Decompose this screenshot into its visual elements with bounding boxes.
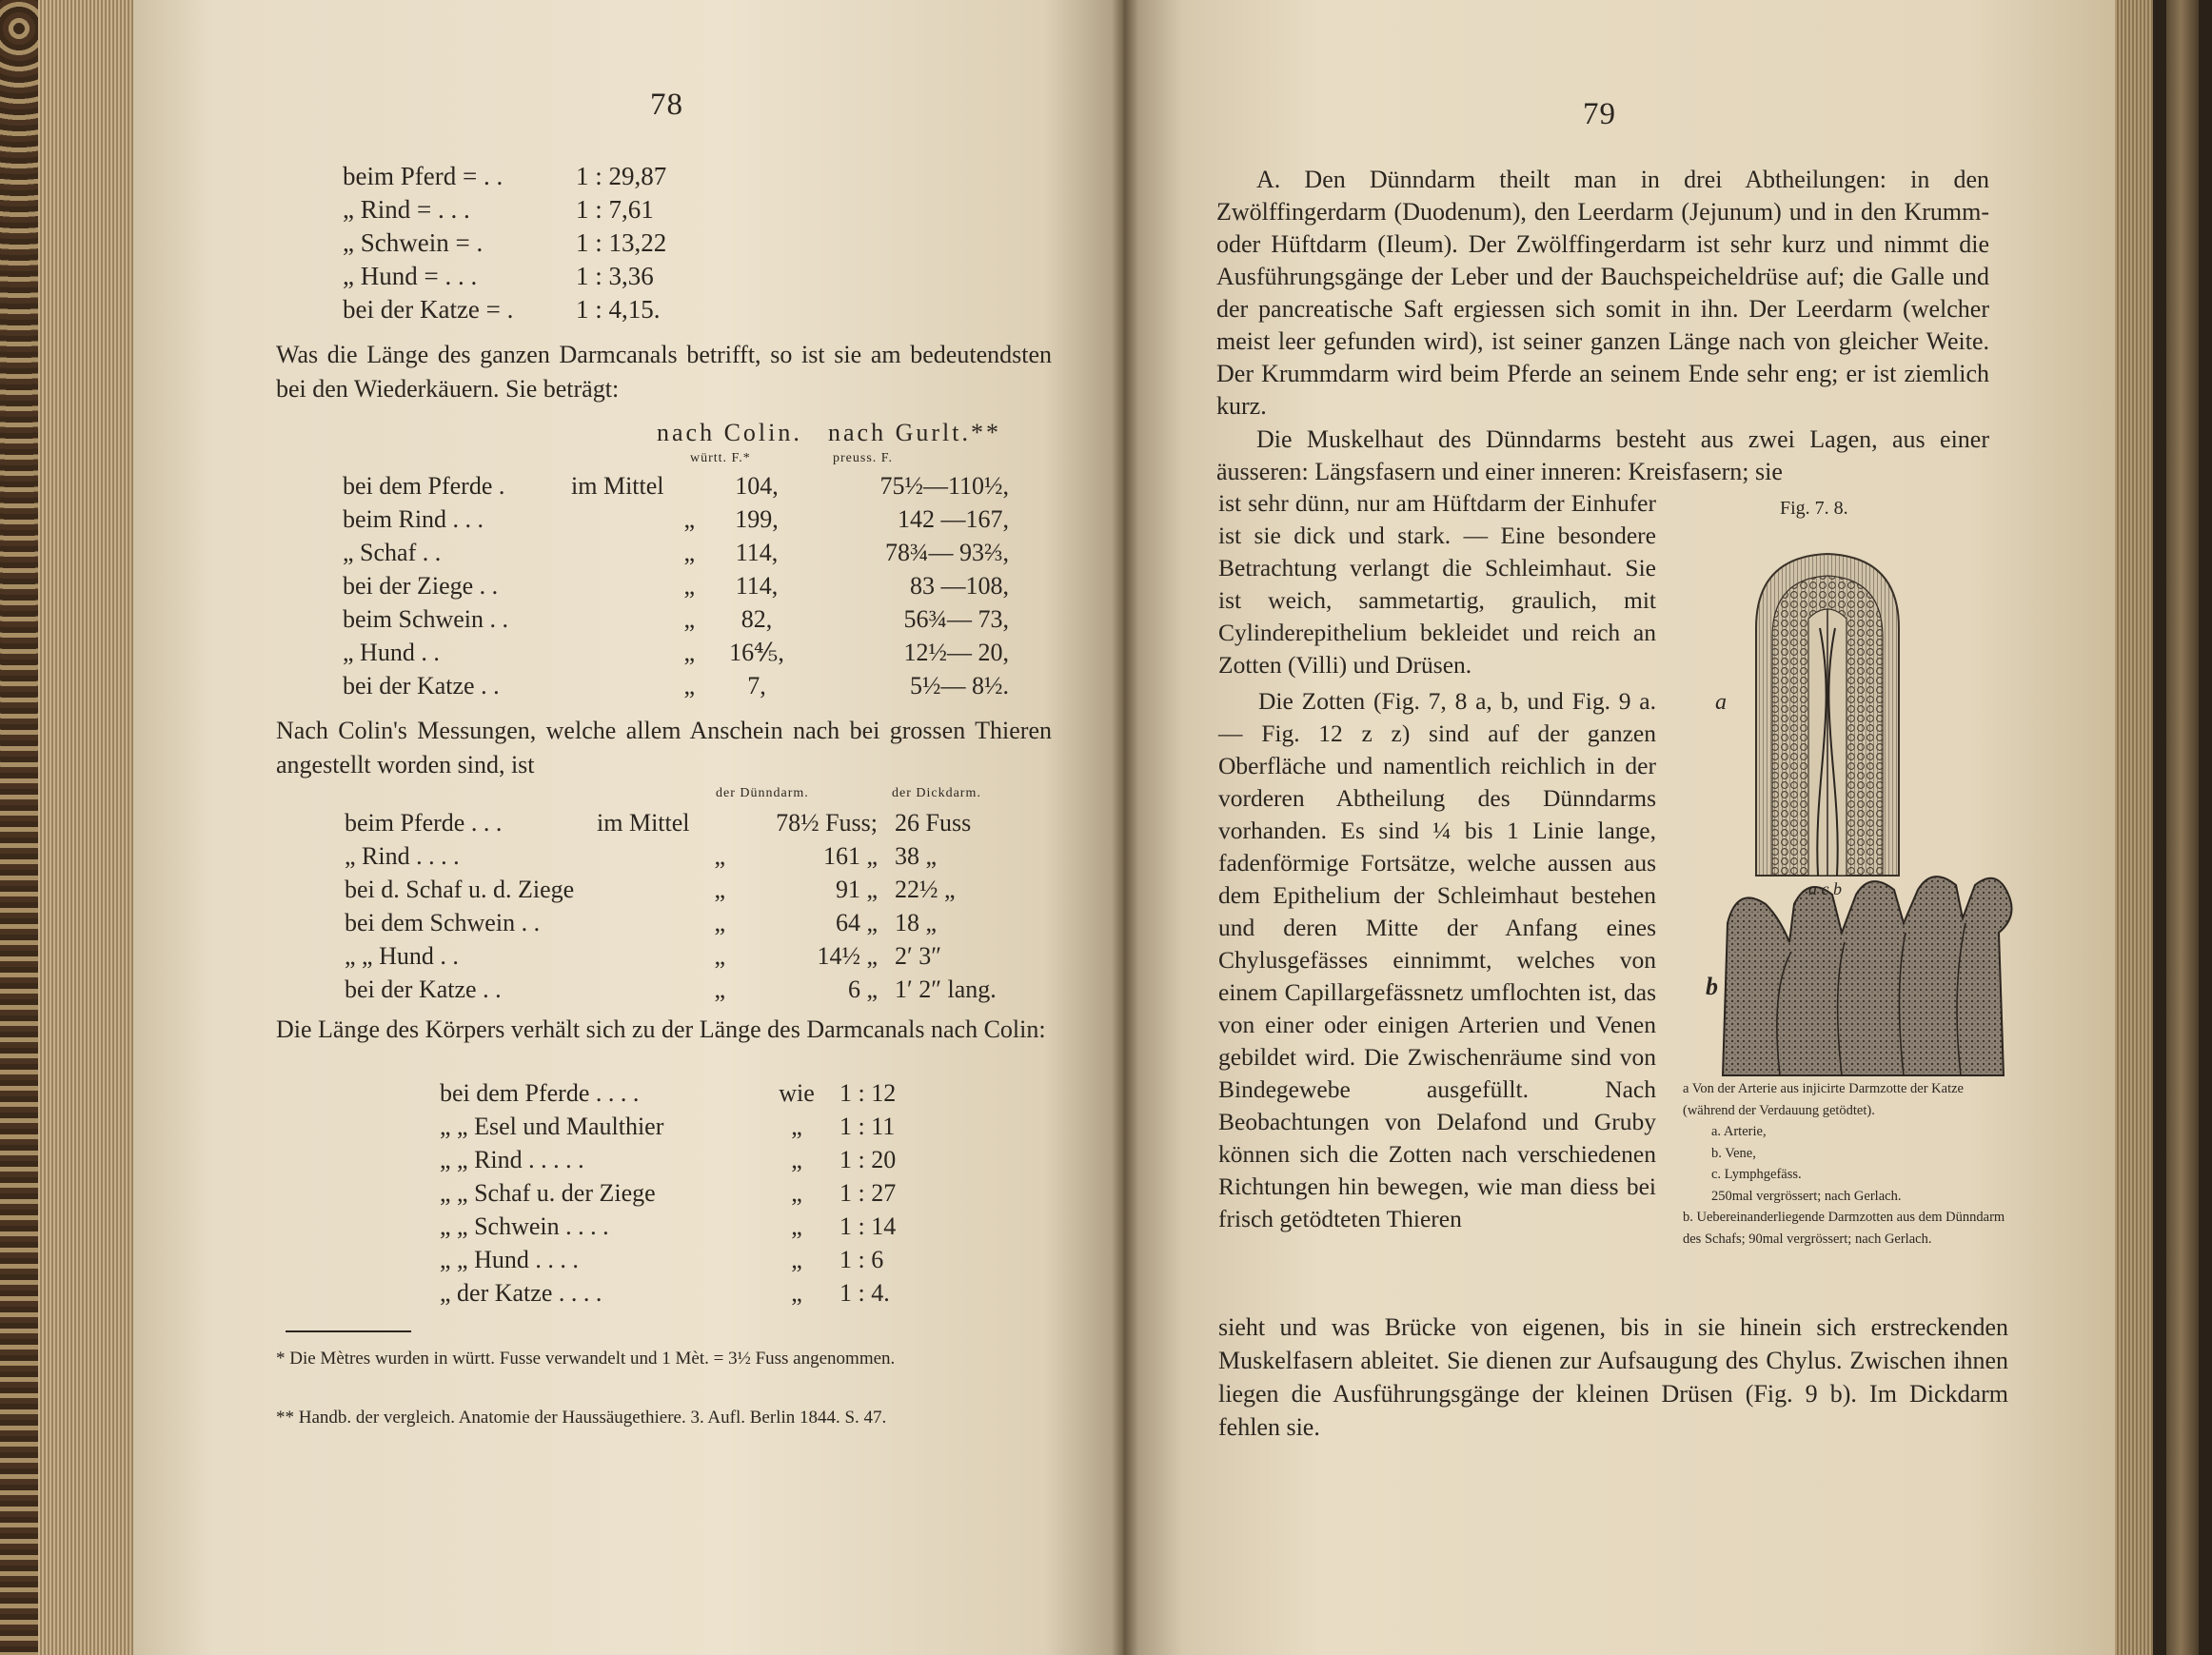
cell-mittel: „ xyxy=(683,572,695,600)
table-row xyxy=(343,472,1018,505)
paragraph-duenndarm: A. Den Dünndarm theilt man in drei Abtheilungen: in den Zwölffingerdarm (Duodenum), den Leerdarm (Jejunum) und in den Krumm- oder Hüftdarm (Ileum). Der Zwölffingerdarm ist sehr kurz und nimmt die Ausführungsgänge der Leber und der Bauchspeicheldrüse auf; die Galle und der pancreatische Saft ergiessen sich somit in ihn. Der Leerdarm (welcher meist leer gefunden wird), ist seiner ganzen Länge nach von gleicher Weite. Der Krummdarm wird beim Pferde an seinem Ende sehr eng; er ist ziemlich kurz. xyxy=(1216,166,1989,420)
cell-animal: „ „ Esel und Maulthier xyxy=(440,1113,664,1140)
colin-table xyxy=(345,786,1039,1009)
length-table xyxy=(343,419,1018,705)
table-row xyxy=(345,809,1039,842)
villus-figure-a xyxy=(1756,554,1899,876)
cell-sep: „ xyxy=(791,1279,802,1307)
table-row xyxy=(345,942,1039,975)
cell-animal: „ Schaf . . xyxy=(343,539,442,566)
cell-mittel: „ xyxy=(714,876,725,903)
cell-animal: beim Rind . . . xyxy=(343,505,484,533)
paragraph-length: Was die Länge des ganzen Darmcanals betrifft, so ist sie am bedeutendsten bei den Wiederkäuern. Sie beträgt: xyxy=(276,341,1052,403)
cell-duenn: 6 „ xyxy=(847,975,878,1003)
cell-animal: bei dem Pferde . . . . xyxy=(440,1079,640,1107)
cell-mittel: „ xyxy=(714,942,725,970)
cell-animal: „ „ Schwein . . . . xyxy=(440,1212,609,1240)
paragraph-body-length: Die Länge des Körpers verhält sich zu der Länge des Darmcanals nach Colin: xyxy=(276,1015,1046,1043)
cell-gurlt: 56¾— 73, xyxy=(903,605,1009,633)
cell-ratio: 1 : 14 xyxy=(839,1212,897,1240)
cell-ratio: 1 : 6 xyxy=(839,1246,884,1273)
cell-animal: bei dem Pferde . xyxy=(343,472,505,500)
cell-mittel: im Mittel xyxy=(597,809,690,837)
table-row xyxy=(345,842,1039,876)
col-head-dickdarm: der Dickdarm. xyxy=(892,786,981,800)
cell-mittel: „ xyxy=(683,505,695,533)
footnote-1: * Die Mètres wurden in württ. Fusse verwandelt und 1 Mèt. = 3½ Fuss angenommen. xyxy=(276,1349,896,1369)
cell-mittel: „ xyxy=(683,672,695,699)
ratio-value: 1 : 3,36 xyxy=(576,262,654,290)
table-row xyxy=(345,975,1039,1009)
cell-colin: 82, xyxy=(741,605,773,633)
cell-mittel: „ xyxy=(714,909,725,936)
cell-dick: 26 Fuss xyxy=(895,809,972,837)
column-text xyxy=(1218,487,1656,1235)
cell-animal: „ Hund . . xyxy=(343,639,440,666)
cell-duenn: 91 „ xyxy=(835,876,878,903)
cell-animal: „ „ Hund . . . . xyxy=(440,1246,579,1273)
table-header xyxy=(343,419,1018,451)
figure-label-acb: a c b xyxy=(1808,879,1842,898)
cell-colin: 114, xyxy=(735,572,779,600)
table-row xyxy=(345,909,1039,942)
cell-ratio: 1 : 4. xyxy=(839,1279,890,1307)
villi-illustration xyxy=(1706,542,2018,1075)
caption-line: b. Uebereinanderliegende Darmzotten aus dem Dünndarm des Schafs; 90mal vergrössert; nach Gerlach. xyxy=(1683,1210,2005,1247)
ratio-label: „ Rind = . . . xyxy=(343,195,470,224)
table-row xyxy=(440,1179,925,1212)
footnote-2: ** Handb. der vergleich. Anatomie der Haussäugethiere. 3. Aufl. Berlin 1844. S. 47. xyxy=(276,1408,887,1428)
cell-dick: 1′ 2″ lang. xyxy=(895,975,997,1003)
ratio-row xyxy=(343,293,700,326)
table-row xyxy=(343,605,1018,639)
table-row xyxy=(440,1212,925,1246)
table-row xyxy=(343,539,1018,572)
cell-colin: 104, xyxy=(735,472,779,500)
table-row xyxy=(343,672,1018,705)
figure-caption xyxy=(1683,1078,2011,1250)
page-edges-right xyxy=(2115,0,2153,1655)
cell-animal: bei der Katze . . xyxy=(345,975,502,1003)
cell-ratio: 1 : 27 xyxy=(839,1179,897,1207)
ratio-label: beim Pferd = . . xyxy=(343,162,504,190)
body-length-table xyxy=(440,1079,925,1312)
cell-colin: 7, xyxy=(747,672,766,699)
ratio-row xyxy=(343,160,700,193)
cell-animal: „ „ Rind . . . . . xyxy=(440,1146,584,1173)
cell-animal: bei d. Schaf u. d. Ziege xyxy=(345,876,575,903)
cell-colin: 16⅘, xyxy=(729,639,784,666)
cell-ratio: 1 : 20 xyxy=(839,1146,897,1173)
cell-animal: „ Rind . . . . xyxy=(345,842,460,870)
cell-animal: beim Schwein . . xyxy=(343,605,509,633)
footnote-rule xyxy=(286,1330,411,1332)
table-subheader xyxy=(343,451,1018,472)
table-row xyxy=(440,1113,925,1146)
figure-label-a: a xyxy=(1715,690,1727,715)
ratio-list xyxy=(343,160,700,326)
cell-animal: „ „ Hund . . xyxy=(345,942,459,970)
cell-gurlt: 78¾— 93⅔, xyxy=(885,539,1009,566)
cell-sep: „ xyxy=(791,1212,802,1240)
figure-label-b: b xyxy=(1706,973,1718,1000)
table-row xyxy=(440,1146,925,1179)
table-row xyxy=(440,1279,925,1312)
ratio-value: 1 : 7,61 xyxy=(576,195,654,224)
caption-line: b. Vene, xyxy=(1711,1145,1756,1161)
table-row xyxy=(343,572,1018,605)
cell-sep: „ xyxy=(791,1246,802,1273)
caption-line: a. Arterie, xyxy=(1711,1124,1767,1139)
paragraph-colin: Nach Colin's Messungen, welche allem Anschein nach bei grossen Thieren angestellt worden sind, ist xyxy=(276,717,1052,778)
cell-animal: bei dem Schwein . . xyxy=(345,909,541,936)
cell-gurlt: 5½— 8½. xyxy=(910,672,1009,699)
ratio-value: 1 : 4,15. xyxy=(576,295,661,324)
cell-sep: „ xyxy=(791,1179,802,1207)
cell-dick: 38 „ xyxy=(895,842,938,870)
cell-mittel: „ xyxy=(714,842,725,870)
paragraph-schleimhaut: ist sehr dünn, nur am Hüftdarm der Einhufer ist sie dick und stark. — Eine besondere Betrachtung verlangt die Schleimhaut. Sie ist weich, sammetartig, graulich, mit Cylinderepithelium bekleidet und reich an Zotten (Villi) und Drüsen. xyxy=(1218,489,1656,679)
paragraph-zotten-continued: sieht und was Brücke von eigenen, bis in sie hinein sich erstreckenden Muskelfasern ableitet. Sie dienen zur Aufsaugung des Chylus. Zwischen ihnen liegen die Ausführungsgänge der kleinen Drüsen (Fig. 9 b). Im Dickdarm fehlen sie. xyxy=(1218,1313,2008,1441)
cell-dick: 2′ 3″ xyxy=(895,942,942,970)
cell-mittel: „ xyxy=(714,975,725,1003)
table-row xyxy=(440,1246,925,1279)
cell-sep: „ xyxy=(791,1146,802,1173)
figure-title: Fig. 7. 8. xyxy=(1780,498,1848,519)
caption-line: c. Lymphgefäss. xyxy=(1711,1167,1802,1182)
ratio-value: 1 : 29,87 xyxy=(576,162,667,190)
cell-ratio: 1 : 11 xyxy=(839,1113,896,1140)
table-row xyxy=(345,876,1039,909)
ratio-label: „ Hund = . . . xyxy=(343,262,478,290)
cell-gurlt: 12½— 20, xyxy=(903,639,1009,666)
cell-sep: „ xyxy=(791,1113,802,1140)
ratio-row xyxy=(343,227,700,260)
ratio-row xyxy=(343,193,700,227)
cell-animal: bei der Katze . . xyxy=(343,672,500,699)
ratio-value: 1 : 13,22 xyxy=(576,228,667,257)
cell-duenn: 64 „ xyxy=(835,909,878,936)
cell-animal: bei der Ziege . . xyxy=(343,572,499,600)
cell-ratio: 1 : 12 xyxy=(839,1079,897,1107)
cell-animal: beim Pferde . . . xyxy=(345,809,503,837)
cell-mittel: im Mittel xyxy=(571,472,664,500)
col-sub-gurlt: preuss. F. xyxy=(833,451,893,465)
cell-duenn: 78½ Fuss; xyxy=(776,809,878,837)
cell-animal: „ der Katze . . . . xyxy=(440,1279,602,1307)
col-sub-colin: württ. F.* xyxy=(690,451,751,465)
caption-line: a Von der Arterie aus injicirte Darmzotte der Katze (während der Verdauung getödtet). xyxy=(1683,1081,1964,1118)
page-edges-left xyxy=(38,0,133,1655)
cell-dick: 22½ „ xyxy=(895,876,956,903)
page-number-left: 78 xyxy=(650,88,683,122)
table-row xyxy=(343,639,1018,672)
villus-figure-b xyxy=(1723,877,2012,1075)
book-gutter xyxy=(1112,0,1138,1655)
col-head-duenndarm: der Dünndarm. xyxy=(716,786,809,800)
cell-sep: wie xyxy=(779,1079,815,1107)
cell-duenn: 161 „ xyxy=(822,842,878,870)
cell-dick: 18 „ xyxy=(895,909,938,936)
cell-duenn: 14½ „ xyxy=(817,942,878,970)
cell-gurlt: 83 —108, xyxy=(910,572,1009,600)
cell-mittel: „ xyxy=(683,539,695,566)
cell-gurlt: 75½—110½, xyxy=(879,472,1009,500)
cell-colin: 114, xyxy=(735,539,779,566)
book-cover-right xyxy=(2153,0,2212,1655)
ratio-label: „ Schwein = . xyxy=(343,228,484,257)
cell-colin: 199, xyxy=(735,505,779,533)
ratio-label: bei der Katze = . xyxy=(343,295,514,324)
table-row xyxy=(440,1079,925,1113)
cell-animal: „ „ Schaf u. der Ziege xyxy=(440,1179,656,1207)
cell-mittel: „ xyxy=(683,605,695,633)
table-row xyxy=(343,505,1018,539)
cell-mittel: „ xyxy=(683,639,695,666)
table-subheader xyxy=(345,786,1039,809)
cell-gurlt: 142 —167, xyxy=(898,505,1009,533)
paragraph-zotten: Die Zotten (Fig. 7, 8 a, b, und Fig. 9 a. — Fig. 12 z z) sind auf der ganzen Oberfläche und namentlich reichlich in der vorderen Abtheilung des Dünndarms vorhanden. Es sind ¼ bis 1 Linie lange, fadenförmige Fortsätze, welche aussen aus dem Epithelium der Schleimhaut bestehen und deren Mitte der Anfang eines Chylusgefässes einnimmt, welches von einem Capillargefässnetz umflochten ist, das von einer oder einigen Arterien und Venen gebildet wird. Die Zwischenräume sind von Bindegewebe ausgefüllt. Nach Beobachtungen von Delafond und Gruby können sich die Zotten nach verschiedenen Richtungen hin bewegen, wie man diess bei frisch getödteten Thieren xyxy=(1218,687,1656,1232)
paragraph-muskelhaut: Die Muskelhaut des Dünndarms besteht aus zwei Lagen, aus einer äusseren: Längsfasern und einer inneren: Kreisfasern; sie xyxy=(1216,425,1989,485)
ratio-row xyxy=(343,260,700,293)
book-cover-left xyxy=(0,0,38,1655)
col-head-gurlt: nach Gurlt.** xyxy=(828,419,1001,446)
caption-line: 250mal vergrössert; nach Gerlach. xyxy=(1711,1188,1902,1204)
col-head-colin: nach Colin. xyxy=(657,419,802,446)
page-number-right: 79 xyxy=(1583,97,1616,131)
